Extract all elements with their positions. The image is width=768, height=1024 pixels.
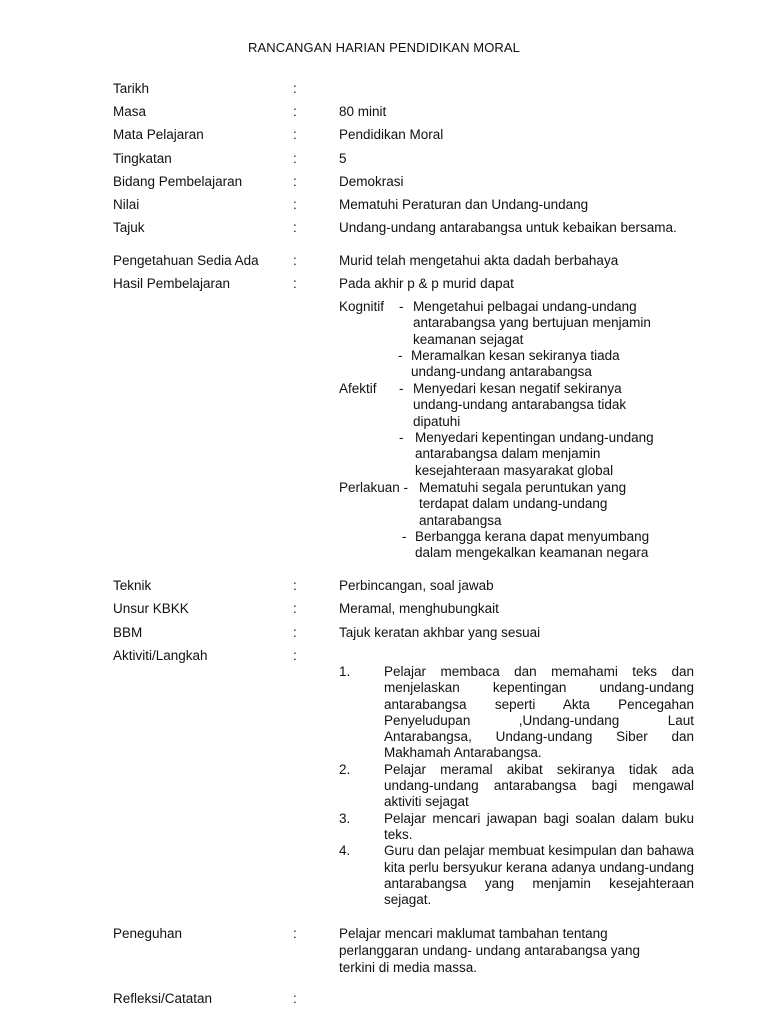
bullet-dash: - [399, 381, 404, 396]
label-tajuk: Tajuk [113, 220, 145, 235]
colon: : [293, 174, 297, 189]
bullet-dash: - [399, 299, 404, 314]
step-text: Pelajar membaca dan memahami teks dan menjelaskan kepentingan undang-undang antarabangsa seperti Akta Pencegahan Penyeludupan ,Undang-undang Laut Antarabangsa, Undang-undang Siber dan Makhamah Antarabangsa. [384, 664, 694, 761]
label-kbkk: Unsur KBKK [113, 601, 189, 616]
label-teknik: Teknik [113, 578, 152, 593]
colon: : [293, 151, 297, 166]
colon: : [293, 127, 297, 142]
value-bidang: Demokrasi [339, 174, 404, 189]
outcome-domain-name: Afektif [339, 381, 377, 396]
label-nilai: Nilai [113, 197, 140, 212]
label-peneguhan: Peneguhan [113, 926, 183, 941]
value-teknik: Perbincangan, soal jawab [339, 578, 494, 593]
outcome-domain-name: Kognitif [339, 299, 385, 314]
label-mata-pelajaran: Mata Pelajaran [113, 127, 204, 142]
value-tajuk: Undang-undang antarabangsa untuk kebaikan bersama. [339, 220, 677, 235]
step-item [339, 664, 694, 762]
page-title: RANCANGAN HARIAN PENDIDIKAN MORAL [247, 40, 520, 55]
colon: : [293, 648, 297, 663]
outcome-item: Mematuhi segala peruntukan yang terdapat dalam undang-undang antarabangsa [419, 480, 627, 528]
label-refleksi: Refleksi/Catatan [113, 991, 213, 1006]
label-tingkatan: Tingkatan [113, 151, 172, 166]
colon: : [293, 104, 297, 119]
colon: : [293, 625, 297, 640]
label-aktiviti: Aktiviti/Langkah [113, 648, 208, 663]
label-bbm: BBM [113, 625, 143, 640]
value-bbm: Tajuk keratan akhbar yang sesuai [339, 625, 541, 640]
step-text: Pelajar mencari jawapan bagi soalan dalam buku teks. [384, 810, 694, 842]
label-masa: Masa [113, 104, 147, 119]
outcome-item: Mengetahui pelbagai undang-undang antarabangsa yang bertujuan menjamin keamanan sejagat [413, 299, 651, 347]
colon: : [293, 578, 297, 593]
colon: : [293, 197, 297, 212]
outcome-item: Berbangga kerana dapat menyumbang dalam mengekalkan keamanan negara [415, 529, 650, 561]
value-kbkk: Meramal, menghubungkait [339, 601, 499, 616]
value-pengetahuan: Murid telah mengetahui akta dadah berbahaya [339, 253, 619, 268]
label-pengetahuan: Pengetahuan Sedia Ada [113, 253, 259, 268]
colon: : [293, 220, 297, 235]
step-item [339, 762, 694, 811]
value-mata-pelajaran: Pendidikan Moral [339, 127, 444, 142]
colon: : [293, 253, 297, 268]
step-text: Guru dan pelajar membuat kesimpulan dan bahawa kita perlu bersyukur kerana adanya undang-undang antarabangsa yang menjamin kesejahteraan sejagat. [384, 843, 694, 908]
colon: : [293, 276, 297, 291]
activity-steps [339, 664, 694, 908]
label-tarikh: Tarikh [113, 81, 150, 96]
bullet-dash: - [398, 348, 403, 363]
colon: : [293, 926, 297, 941]
outcome-item: Menyedari kesan negatif sekiranya undang-undang antarabangsa tidak dipatuhi [413, 381, 627, 429]
step-number: 3. [339, 810, 351, 826]
value-peneguhan: Pelajar mencari maklumat tambahan tentang perlanggaran undang- undang antarabangsa yang terkini di media massa. [339, 926, 641, 975]
value-tingkatan: 5 [339, 151, 347, 166]
value-masa: 80 minit [339, 104, 387, 119]
colon: : [293, 991, 297, 1006]
colon: : [293, 601, 297, 616]
step-number: 2. [339, 761, 351, 777]
outcome-domain-name: Perlakuan - [339, 480, 409, 495]
step-item [339, 811, 694, 844]
colon: : [293, 81, 297, 96]
outcome-item: Menyedari kepentingan undang-undang antarabangsa dalam menjamin kesejahteraan masyarakat global [415, 430, 654, 478]
step-number: 1. [339, 664, 351, 679]
bullet-dash: - [399, 430, 404, 445]
label-bidang: Bidang Pembelajaran [113, 174, 243, 189]
value-nilai: Mematuhi Peraturan dan Undang-undang [339, 197, 589, 212]
outcome-item: Meramalkan kesan sekiranya tiada undang-undang antarabangsa [411, 348, 620, 380]
step-number: 4. [339, 843, 351, 859]
label-hasil: Hasil Pembelajaran [113, 276, 231, 291]
bullet-dash: - [402, 529, 407, 544]
step-text: Pelajar meramal akibat sekiranya tidak ada undang-undang antarabangsa bagi mengawal aktiviti sejagat [384, 761, 694, 810]
value-hasil: Pada akhir p & p murid dapat [339, 276, 514, 291]
step-item [339, 843, 694, 908]
